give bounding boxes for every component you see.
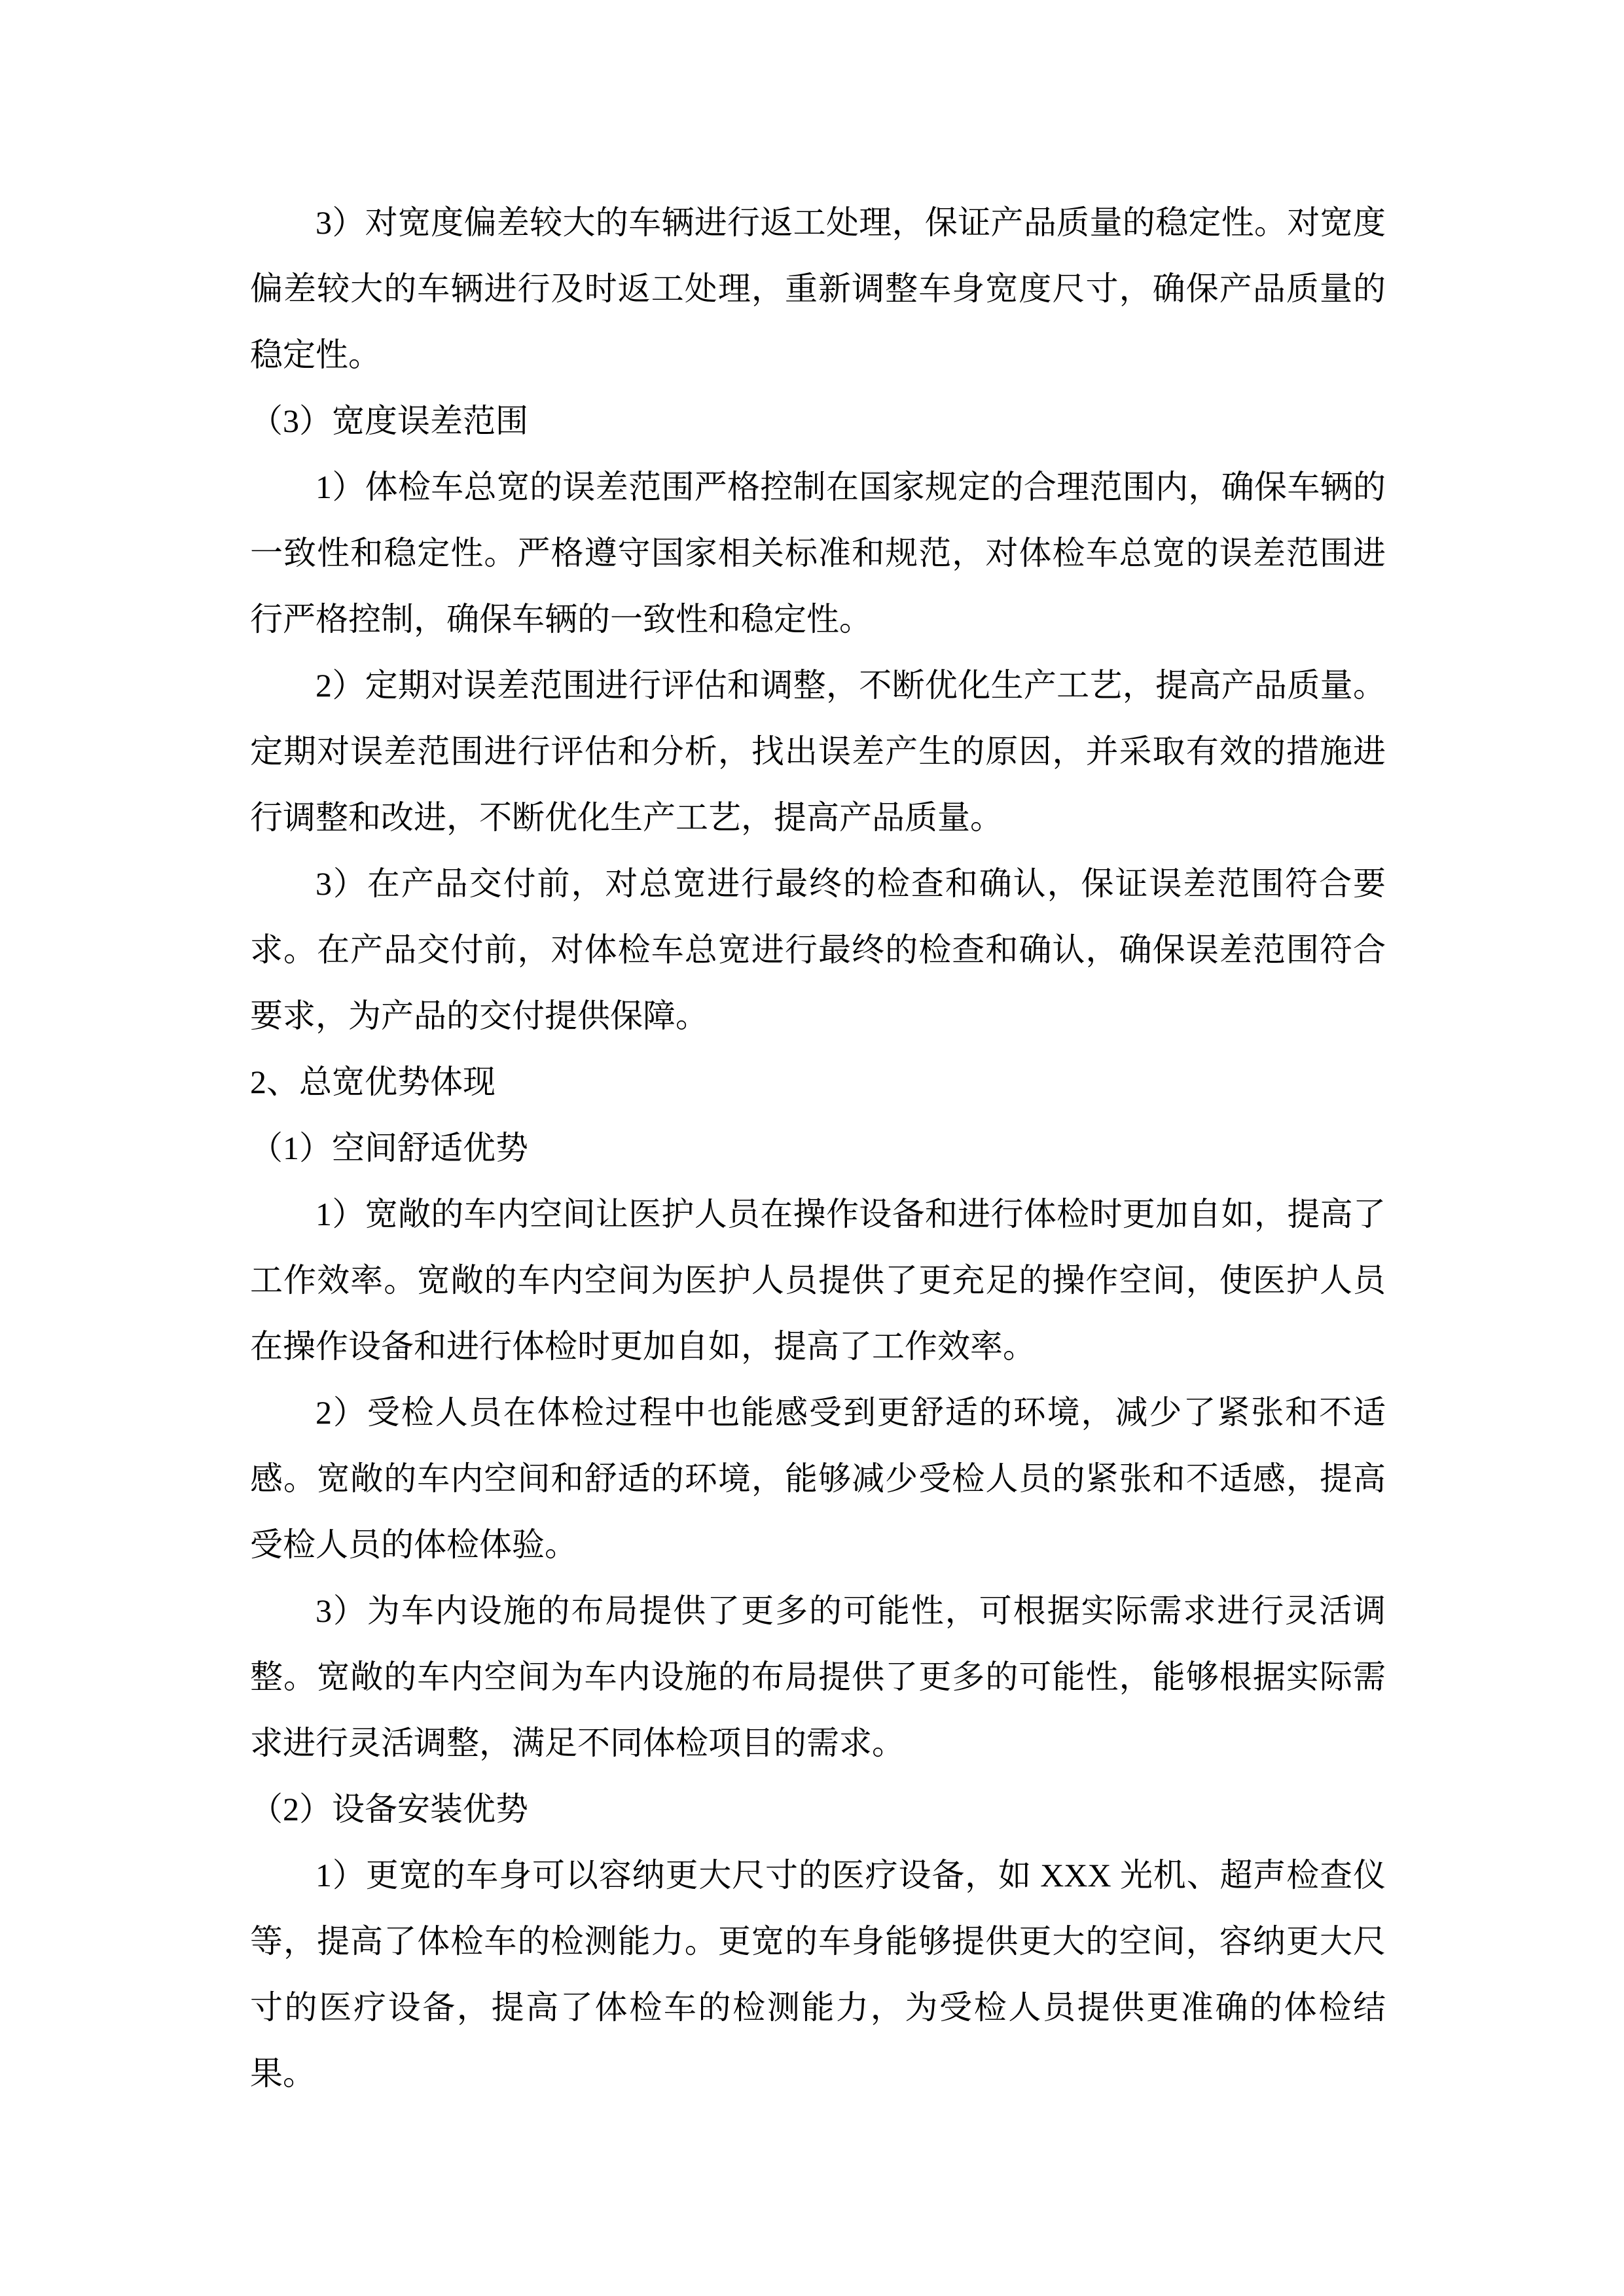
body-paragraph: 1）更宽的车身可以容纳更大尺寸的医疗设备，如 XXX 光机、超声检查仪等，提高了体检车的检测能力。更宽的车身能够提供更大的空间，容纳更大尺寸的医疗设备，提高了体检车的检测能力，为受检人员提供更准确的体检结果。 (250, 1857, 1386, 2092)
document-body (250, 190, 1386, 2107)
body-paragraph: 1）宽敞的车内空间让医护人员在操作设备和进行体检时更加自如，提高了工作效率。宽敞的车内空间为医护人员提供了更充足的操作空间，使医护人员在操作设备和进行体检时更加自如，提高了工作效率。 (250, 1196, 1386, 1365)
body-paragraph: 2）定期对误差范围进行评估和调整，不断优化生产工艺，提高产品质量。定期对误差范围进行评估和分析，找出误差产生的原因，并采取有效的措施进行调整和改进，不断优化生产工艺，提高产品质量。 (250, 667, 1386, 836)
heading-paragraph: （3）宽度误差范围 (250, 403, 528, 439)
body-paragraph: 2）受检人员在体检过程中也能感受到更舒适的环境，减少了紧张和不适感。宽敞的车内空间和舒适的环境，能够减少受检人员的紧张和不适感，提高受检人员的体检体验。 (250, 1394, 1386, 1563)
body-paragraph: 3）为车内设施的布局提供了更多的可能性，可根据实际需求进行灵活调整。宽敞的车内空间为车内设施的布局提供了更多的可能性，能够根据实际需求进行灵活调整，满足不同体检项目的需求。 (250, 1592, 1386, 1761)
heading-paragraph: （1）空间舒适优势 (250, 1130, 528, 1166)
body-paragraph: 1）体检车总宽的误差范围严格控制在国家规定的合理范围内，确保车辆的一致性和稳定性。严格遵守国家相关标准和规范，对体检车总宽的误差范围进行严格控制，确保车辆的一致性和稳定性。 (250, 469, 1386, 637)
heading-paragraph: （2）设备安装优势 (250, 1791, 528, 1827)
body-paragraph: 3）对宽度偏差较大的车辆进行返工处理，保证产品质量的稳定性。对宽度偏差较大的车辆进行及时返工处理，重新调整车身宽度尺寸，确保产品质量的稳定性。 (250, 204, 1386, 373)
body-paragraph: 3）在产品交付前，对总宽进行最终的检查和确认，保证误差范围符合要求。在产品交付前，对体检车总宽进行最终的检查和确认，确保误差范围符合要求，为产品的交付提供保障。 (250, 865, 1386, 1034)
heading-paragraph: 2、总宽优势体现 (250, 1064, 496, 1100)
